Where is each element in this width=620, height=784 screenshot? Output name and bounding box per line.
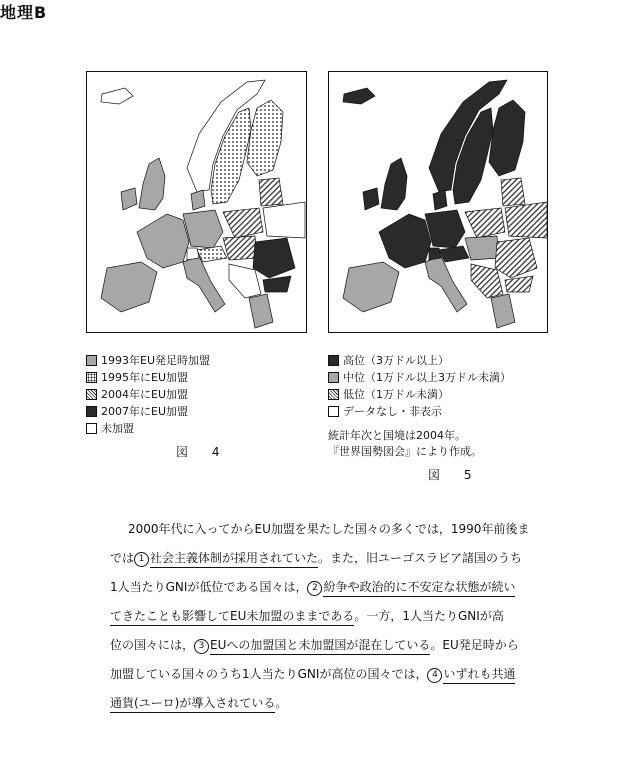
choice-marker-4: 4 (427, 668, 442, 683)
text: 。また，旧ユーゴスラビア諸国のうち (318, 551, 523, 565)
subject-title: 地理B (0, 3, 48, 22)
legend-item (86, 403, 210, 420)
map-eu-accession (86, 71, 307, 333)
swatch-dark (86, 406, 97, 417)
passage-line-2 (110, 549, 522, 567)
choice-marker-3: 3 (194, 639, 209, 654)
legend-text: データなし・非表示 (343, 405, 442, 418)
legend-text: 1993年EU発足時加盟 (101, 354, 210, 367)
legend-text: 1995年にEU加盟 (101, 371, 188, 384)
legend-item (86, 369, 210, 386)
legend-fig4 (86, 352, 210, 437)
text: 。EU発足時から (430, 638, 519, 652)
text: 位の国々には， (110, 638, 195, 652)
choice-marker-2: 2 (307, 581, 322, 596)
map-gni-per-capita (328, 71, 548, 333)
europe-map-fig4 (87, 72, 306, 332)
underline-2b: てきたことも影響してEU未加盟のままである (110, 609, 354, 626)
legend-text: 中位（1万ドル以上3万ドル未満） (343, 371, 511, 384)
legend-item (328, 352, 511, 369)
passage-line-5 (110, 636, 519, 654)
underline-2a: 紛争や政治的に不安定な状態が続い (323, 580, 515, 597)
legend-item (86, 420, 210, 437)
swatch-hatch (328, 389, 339, 400)
passage-line-1 (128, 520, 529, 537)
choice-marker-1: 1 (134, 552, 149, 567)
figure-5-label: 図 5 (428, 468, 482, 482)
swatch-dark (328, 355, 339, 366)
text: では (110, 551, 135, 565)
legend-item (86, 386, 210, 403)
source-note-year: 統計年次と国境は2004年。 (328, 429, 466, 442)
swatch-hatch (86, 389, 97, 400)
legend-text: 2004年にEU加盟 (101, 388, 188, 401)
swatch-dots (86, 372, 97, 383)
text: 加盟している国々のうち1人当たりGNIが高位の国々では， (110, 667, 428, 681)
passage-line-3 (110, 578, 515, 596)
underline-4b: 通貨(ユーロ)が導入されている (110, 696, 275, 713)
text: 2000年代に入ってからEU加盟を果たした国々の多くでは，1990年前後ま (128, 522, 530, 536)
underline-4a: いずれも共通 (443, 667, 515, 684)
passage-line-6 (110, 665, 515, 683)
legend-text: 2007年にEU加盟 (101, 405, 188, 418)
passage-line-7 (110, 694, 287, 711)
legend-item (328, 369, 511, 386)
legend-item (328, 403, 511, 420)
legend-text: 低位（1万ドル未満） (343, 388, 449, 401)
source-note-ref: 『世界国勢図会』により作成。 (328, 445, 482, 458)
passage-line-4 (110, 607, 504, 624)
text: 。 (275, 696, 288, 710)
swatch-white (86, 423, 97, 434)
swatch-gray (86, 355, 97, 366)
legend-text: 高位（3万ドル以上） (343, 354, 449, 367)
legend-text: 未加盟 (101, 422, 134, 435)
swatch-gray (328, 372, 339, 383)
legend-item (328, 386, 511, 403)
swatch-white (328, 406, 339, 417)
figure-4-label: 図 4 (176, 445, 230, 459)
underline-1: 社会主義体制が採用されていた (150, 551, 318, 568)
text: 。一方，1人当たりGNIが高 (354, 609, 504, 623)
text: 1人当たりGNIが低位である国々は， (110, 580, 308, 594)
legend-item (86, 352, 210, 369)
europe-map-fig5 (329, 72, 547, 332)
underline-3: EUへの加盟国と未加盟国が混在している (210, 638, 430, 655)
legend-fig5 (328, 352, 511, 420)
